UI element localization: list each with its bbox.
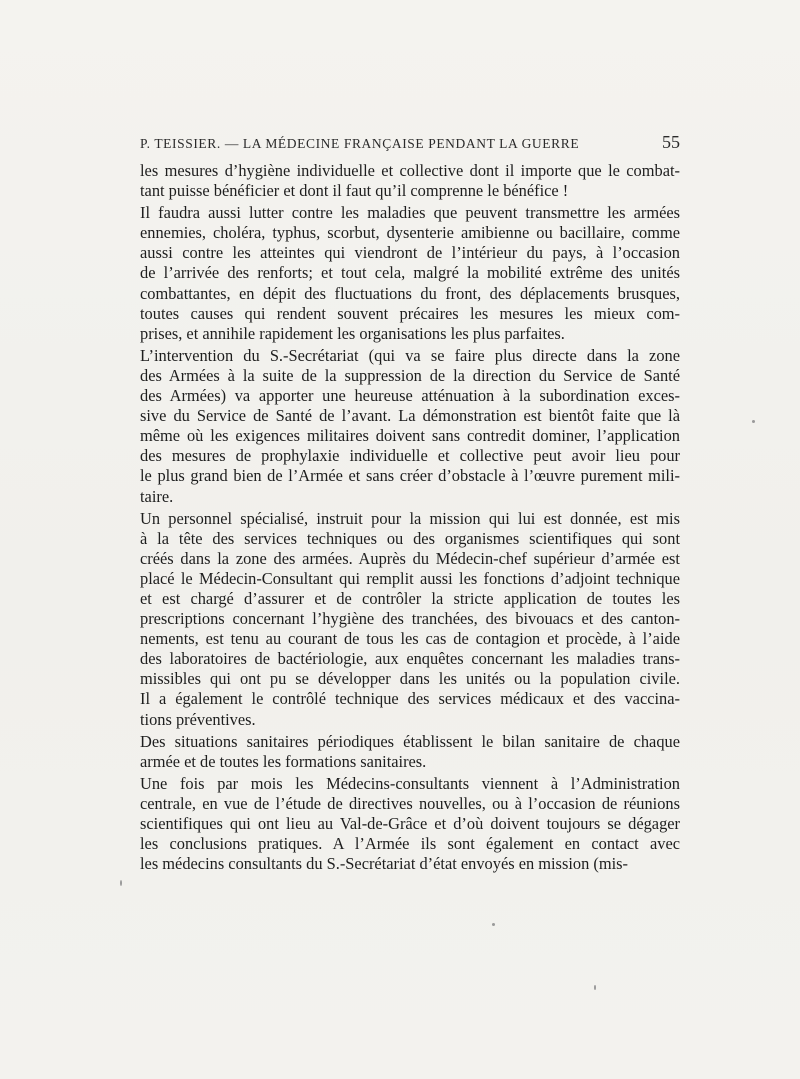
text-line: prescriptions concernant l’hygiène des tranchées, des bivouacs et des canton- <box>140 609 680 629</box>
text-line: de l’arrivée des renforts; et tout cela, malgré la mobilité extrême des unités <box>140 263 680 283</box>
body-text <box>140 161 680 874</box>
text-line: missibles qui ont pu se développer dans les unités ou la population civile. <box>140 669 680 689</box>
paragraph <box>140 203 680 344</box>
paragraph <box>140 732 680 772</box>
paragraph <box>140 346 680 507</box>
text-line: des mesures de prophylaxie individuelle et collective peut avoir lieu pour <box>140 446 680 466</box>
text-line: Il faudra aussi lutter contre les maladies que peuvent transmettre les armées <box>140 203 680 223</box>
text-line: à la tête des services techniques ou des organismes scientifiques qui sont <box>140 528 680 548</box>
text-line: tions préventives. <box>140 709 256 729</box>
paragraph <box>140 774 680 874</box>
scan-speck <box>752 420 755 423</box>
text-line: taire. <box>140 486 174 506</box>
text-line: des Armées à la suite de la suppression de la direction du Service de Santé <box>140 365 680 385</box>
text-line: le plus grand bien de l’Armée et sans créer d’obstacle à l’œuvre purement mili- <box>140 466 680 486</box>
text-line: des laboratoires de bactériologie, aux enquêtes concernant les maladies trans- <box>140 649 680 669</box>
text-line: nements, est tenu au courant de tous les cas de contagion et procède, à l’aide <box>140 629 680 649</box>
text-line: Des situations sanitaires périodiques établissent le bilan sanitaire de chaque <box>140 731 680 751</box>
text-line: sive du Service de Santé de l’avant. La démonstration est bientôt faite que là <box>140 406 680 426</box>
scan-speck <box>492 923 495 926</box>
paragraph <box>140 161 680 201</box>
text-line: et est chargé d’assurer et de contrôler la stricte application de toutes les <box>140 588 680 608</box>
paragraph <box>140 509 680 730</box>
text-line: les médecins consultants du S.-Secrétariat d’état envoyés en mission (mis- <box>140 854 628 874</box>
text-line: centrale, en vue de l’étude de directives nouvelles, ou à l’occasion de réunions <box>140 793 680 813</box>
running-head-title: P. TEISSIER. — LA MÉDECINE FRANÇAISE PENDANT LA GUERRE <box>140 136 580 151</box>
text-line: ennemies, choléra, typhus, scorbut, dysenterie amibienne ou bacillaire, comme <box>140 223 680 243</box>
text-line: Il a également le contrôlé technique des services médicaux et des vaccina- <box>140 689 680 709</box>
text-line: placé le Médecin-Consultant qui remplit aussi les fonctions d’adjoint technique <box>140 568 680 588</box>
page-number: 55 <box>662 132 680 152</box>
scan-speck <box>120 880 122 886</box>
text-line: même où les exigences militaires doivent sans contredit dominer, l’application <box>140 426 680 446</box>
text-line: des Armées) va apporter une heureuse atténuation à la subordination exces- <box>140 386 680 406</box>
text-line: L’intervention du S.-Secrétariat (qui va se faire plus directe dans la zone <box>140 345 680 365</box>
text-line: tant puisse bénéficier et dont il faut qu’il comprenne le bénéfice ! <box>140 181 569 201</box>
text-line: les mesures d’hygiène individuelle et collective dont il importe que le combat- <box>140 161 680 180</box>
text-line: Un personnel spécialisé, instruit pour la mission qui lui est donnée, est mis <box>140 508 680 528</box>
text-line: scientifiques qui ont lieu au Val-de-Grâce et d’où doivent toujours se dégager <box>140 814 680 833</box>
text-line: les conclusions pratiques. A l’Armée ils sont également en contact avec <box>140 834 680 854</box>
text-line: Une fois par mois les Médecins-consultants viennent à l’Administration <box>140 773 680 793</box>
scan-speck <box>594 985 596 990</box>
text-line: créés dans la zone des armées. Auprès du Médecin-chef supérieur d’armée est <box>140 548 680 568</box>
text-line: armée et de toutes les formations sanitaires. <box>140 751 427 771</box>
running-head <box>140 132 680 156</box>
text-line: combattantes, en dépit des fluctuations du front, des déplacements brusques, <box>140 283 680 303</box>
text-line: prises, et annihile rapidement les organisations les plus parfaites. <box>140 323 565 343</box>
text-line: aussi contre les atteintes qui viendront de l’intérieur du pays, à l’occasion <box>140 243 680 263</box>
text-line: toutes causes qui rendent souvent précaires les mesures les mieux com- <box>140 303 680 323</box>
